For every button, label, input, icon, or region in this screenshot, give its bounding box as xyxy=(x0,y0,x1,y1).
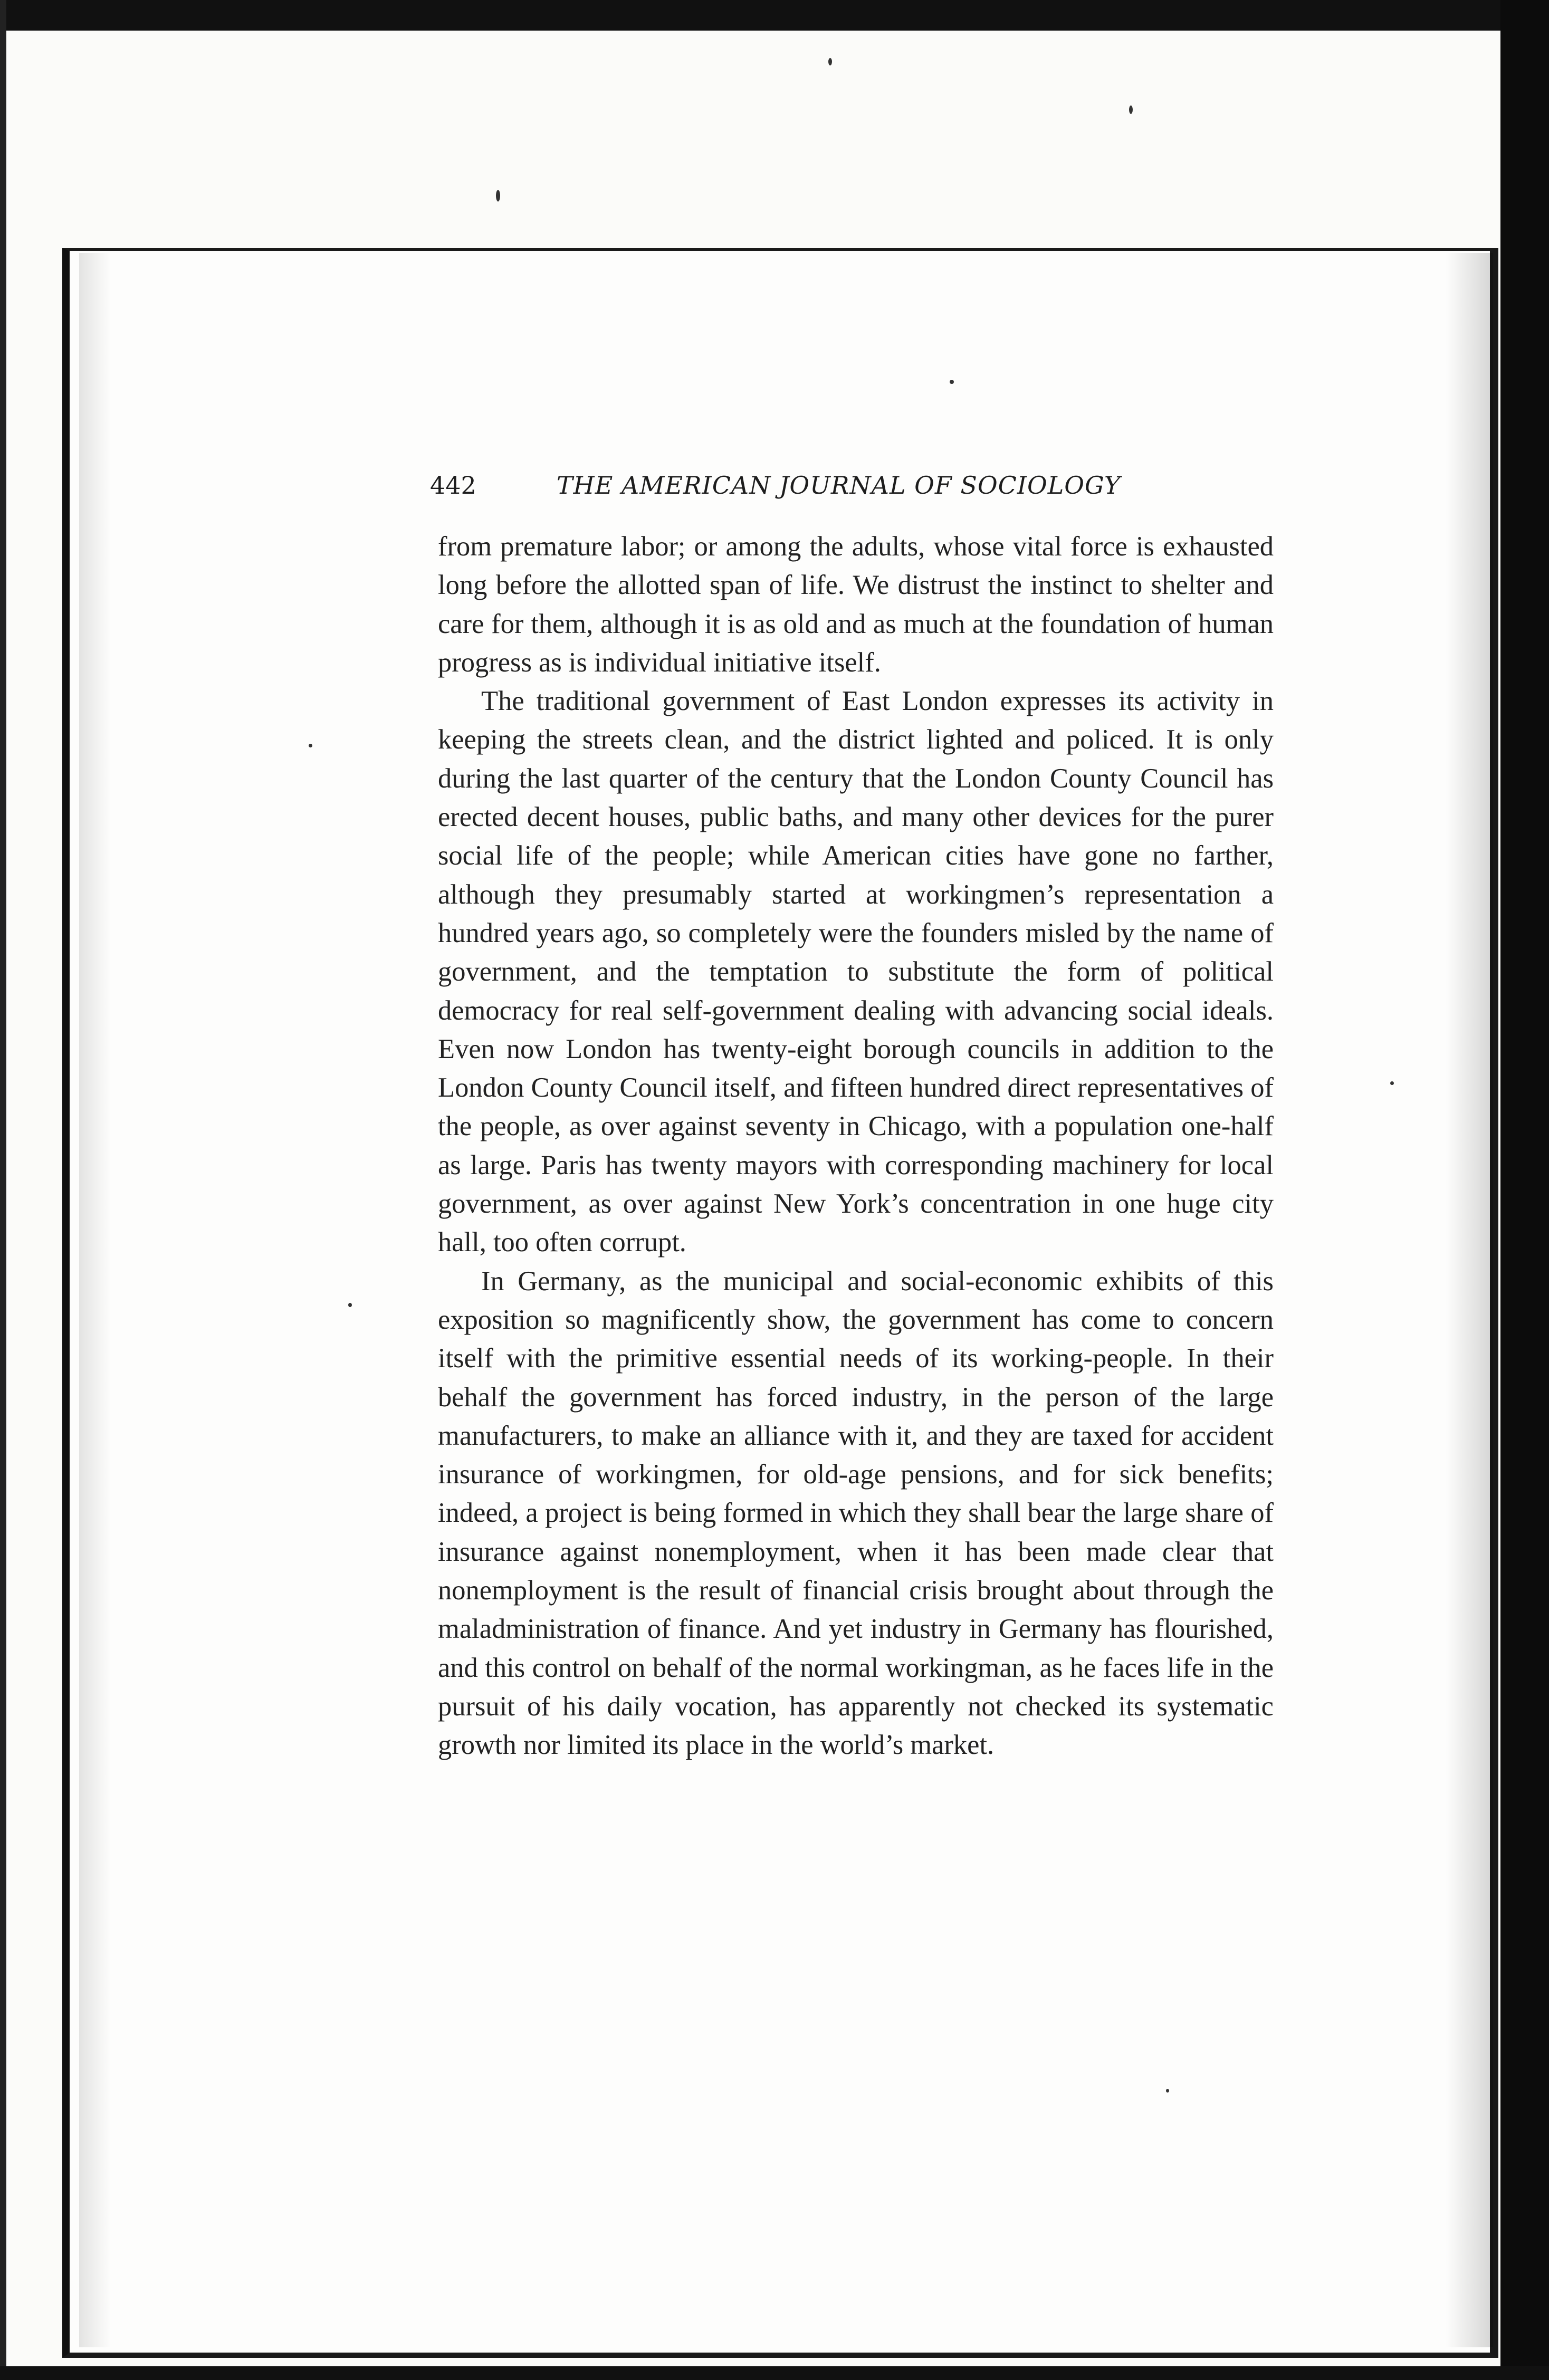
scan-speck xyxy=(828,58,832,65)
scan-speck xyxy=(950,380,954,384)
page-shadow-right xyxy=(1446,253,1493,2347)
page-number: 442 xyxy=(430,471,476,500)
journal-title: THE AMERICAN JOURNAL OF SOCIOLOGY xyxy=(557,471,1121,500)
scan-speck xyxy=(309,744,312,747)
running-head xyxy=(430,471,1274,508)
scan-edge-top xyxy=(0,0,1549,31)
paragraph-continued: from premature labor; or among the adults, whose vital force is exhausted long before the allotted span of life. We distrust the instinct to shelter and care for them, although it is as old and as much at the foundation of human progress as is individual initiative itself. xyxy=(438,531,1274,678)
scan-speck xyxy=(348,1303,352,1307)
paragraph-east-london: The traditional government of East London expresses its activity in keeping the streets clean, and the district lighted and policed. It is only during the last quarter of the century that the London County Council has erected decent houses, public baths, and many other devices for the purer social life of the people; while American cities have gone no farther, although they presumably started at workingmen’s representation a hundred years ago, so completely were the founders misled by the name of government, and the temptation to substitute the form of political democracy for real self-government dealing with advancing social ideals. Even now London has twenty-eight borough councils in addition to the London County Council itself, and fifteen hundred direct representatives of the people, as over against seventy in Chicago, with a population one-half as large. Paris has twenty mayors with corresponding machinery for local government, as over against New York’s concentration in one huge city hall, too often corrupt. xyxy=(438,686,1274,1258)
scan-speck xyxy=(496,190,500,201)
scan-edge-bottom xyxy=(0,2366,1549,2380)
scan-speck xyxy=(1166,2089,1169,2093)
page-shadow-left xyxy=(79,253,111,2347)
scan-edge-left xyxy=(0,0,6,2380)
scan-edge-right xyxy=(1500,0,1549,2380)
scan-speck xyxy=(1129,105,1133,114)
paragraph-germany: In Germany, as the municipal and social-economic exhibits of this exposition so magnificently show, the government has come to concern itself with the primitive essential needs of its working-people. In their behalf the government has forced industry, in the person of the large manufacturers, to make an alliance with it, and they are taxed for accident insurance of workingmen, for old-age pensions, and for sick benefits; indeed, a project is being formed in which they shall bear the large share of insurance against nonemployment, when it has been made clear that nonemployment is the result of financial crisis brought about through the maladministration of finance. And yet industry in Germany has flourished, and this control on behalf of the normal workingman, as he faces life in the pursuit of his daily vocation, has apparently not checked its systematic growth nor limited its place in the world’s market. xyxy=(438,1265,1274,1761)
article-body xyxy=(438,527,1274,1765)
scan-speck xyxy=(1390,1081,1394,1085)
